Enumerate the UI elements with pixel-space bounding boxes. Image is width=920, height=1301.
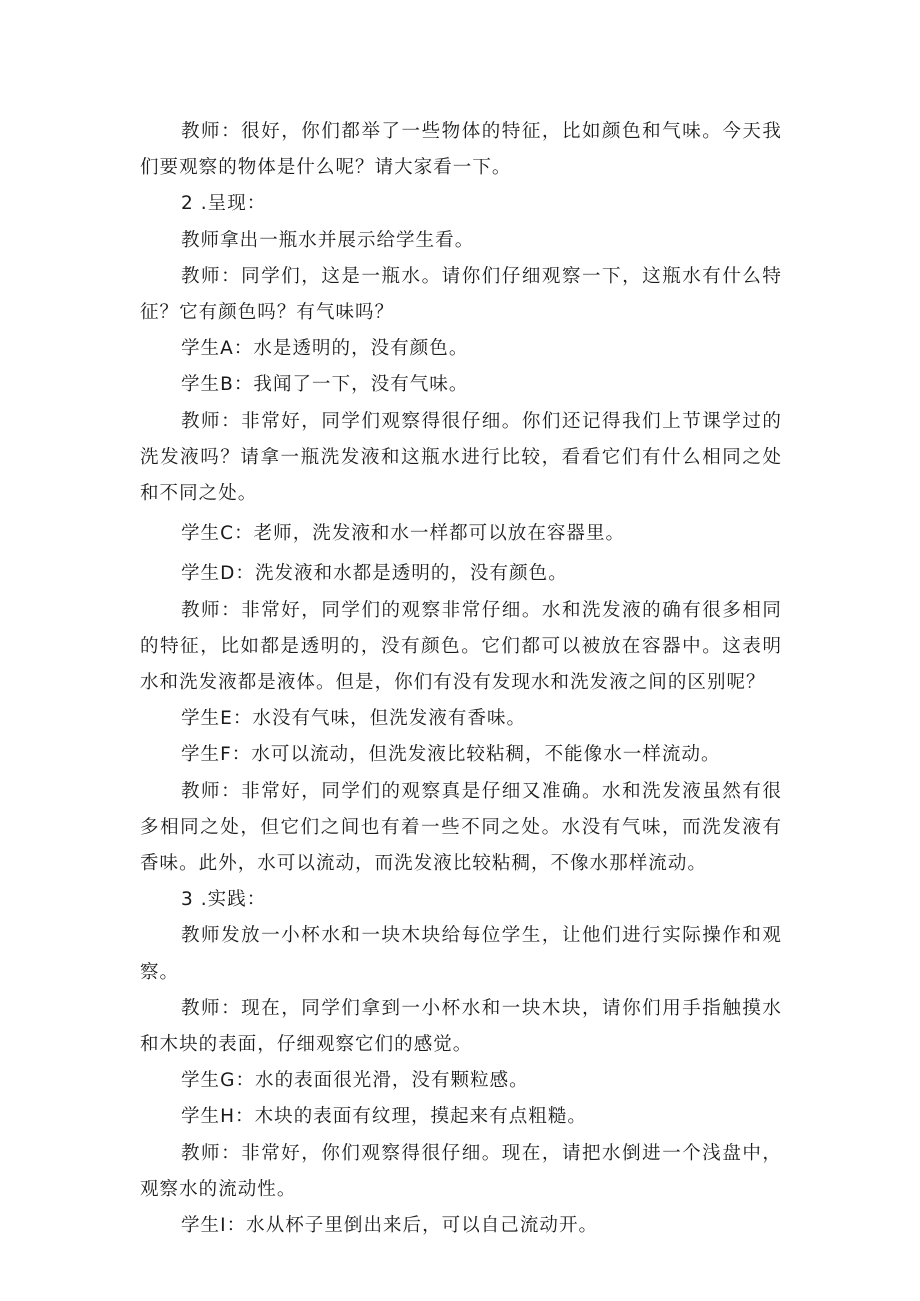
paragraph-student-b: 学生B：我闻了一下，没有气味。 bbox=[181, 374, 469, 396]
paragraph-student-i: 学生I：水从杯子里倒出来后，可以自己流动开。 bbox=[181, 1215, 599, 1237]
paragraph-teacher-liquids: 教师：非常好，同学们的观察非常仔细。水和洗发液的确有很多相同的特征，比如都是透明的，没有颜色。它们都可以被放在容器中。这表明水和洗发液都是液体。但是，你们有没有发现水和洗发液之间的区别呢？ bbox=[140, 599, 782, 694]
paragraph-teacher-touch: 教师：现在，同学们拿到一小杯水和一块木块，请你们用手指触摸水和木块的表面，仔细观察它们的感觉。 bbox=[140, 997, 782, 1056]
paragraph-student-e: 学生E：水没有气味，但洗发液有香味。 bbox=[181, 708, 527, 730]
paragraph-teacher-hands-out: 教师发放一小杯水和一块木块给每位学生，让他们进行实际操作和观察。 bbox=[140, 925, 782, 983]
paragraph-student-f: 学生F：水可以流动，但洗发液比较粘稠，不能像水一样流动。 bbox=[181, 744, 721, 766]
paragraph-student-h: 学生H：木块的表面有纹理，摸起来有点粗糙。 bbox=[181, 1106, 587, 1128]
paragraph-teacher-compare: 教师：非常好，同学们观察得很仔细。你们还记得我们上节课学过的洗发液吗？请拿一瓶洗发液和这瓶水进行比较，看看它们有什么相同之处和不同之处。 bbox=[140, 410, 782, 505]
paragraph-teacher-pour: 教师：非常好，你们观察得很仔细。现在，请把水倒进一个浅盘中，观察水的流动性。 bbox=[140, 1142, 782, 1200]
paragraph-student-a: 学生A：水是透明的，没有颜色。 bbox=[181, 338, 469, 360]
paragraph-student-d: 学生D：洗发液和水都是透明的，没有颜色。 bbox=[181, 563, 568, 585]
paragraph-teacher-intro: 教师：很好，你们都举了一些物体的特征，比如颜色和气味。今天我们要观察的物体是什么呢？请大家看一下。 bbox=[140, 121, 782, 179]
paragraph-student-c: 学生C：老师，洗发液和水一样都可以放在容器里。 bbox=[181, 523, 626, 545]
section-heading-present: 2 .呈现： bbox=[181, 193, 267, 215]
section-heading-practice: 3 .实践： bbox=[181, 889, 267, 911]
paragraph-student-g: 学生G：水的表面很光滑，没有颗粒感。 bbox=[181, 1070, 529, 1092]
paragraph-teacher-question: 教师：同学们，这是一瓶水。请你们仔细观察一下，这瓶水有什么特征？它有颜色吗？有气味吗？ bbox=[140, 265, 782, 324]
body-text bbox=[140, 114, 782, 1244]
paragraph-teacher-shows-water: 教师拿出一瓶水并展示给学生看。 bbox=[181, 229, 475, 251]
paragraph-teacher-differences: 教师：非常好，同学们的观察真是仔细又准确。水和洗发液虽然有很多相同之处，但它们之间也有着一些不同之处。水没有气味，而洗发液有香味。此外，水可以流动，而洗发液比较粘稠，不像水那样流动。 bbox=[140, 780, 782, 875]
